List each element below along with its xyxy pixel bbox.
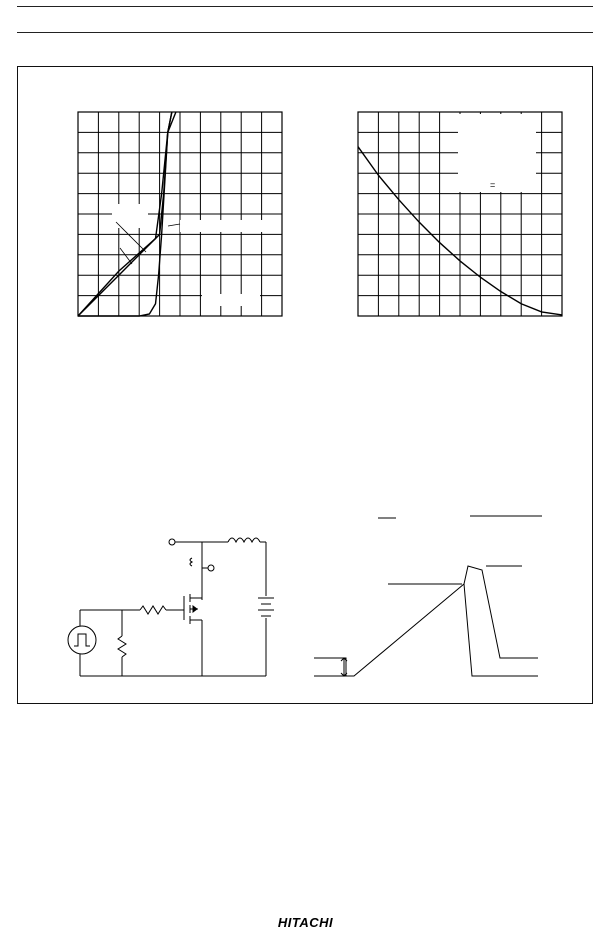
battery-source <box>258 598 274 616</box>
pulse-waveform-icon <box>74 634 90 646</box>
header-rule-top <box>17 6 593 7</box>
chart1-leader-line-b <box>120 248 132 264</box>
terminal-top <box>169 539 175 545</box>
current-waveform <box>314 584 538 676</box>
chart-forward-characteristics <box>60 100 300 330</box>
chart1-leader-line-a <box>168 224 180 226</box>
terminal-probe <box>208 565 214 571</box>
shunt-resistor <box>118 636 126 657</box>
chart2-equals-sign: = <box>490 180 496 190</box>
inductor-coil <box>228 538 260 542</box>
header-rule-bottom <box>17 32 593 33</box>
pulse-generator <box>68 626 96 654</box>
mosfet-symbol <box>184 594 202 624</box>
chart1-label-box-right <box>180 220 264 232</box>
chart2-legend-box <box>458 114 536 192</box>
gate-resistor <box>140 606 166 614</box>
switching-waveform-diagram <box>310 500 550 690</box>
current-probe <box>190 558 192 566</box>
chart1-label-box <box>112 204 148 228</box>
test-circuit-schematic <box>60 520 290 690</box>
brand-logo: HITACHI <box>277 915 334 930</box>
chart-decay-curve <box>340 100 580 330</box>
chart1-axis-note-box <box>202 294 260 306</box>
voltage-waveform <box>314 566 538 676</box>
